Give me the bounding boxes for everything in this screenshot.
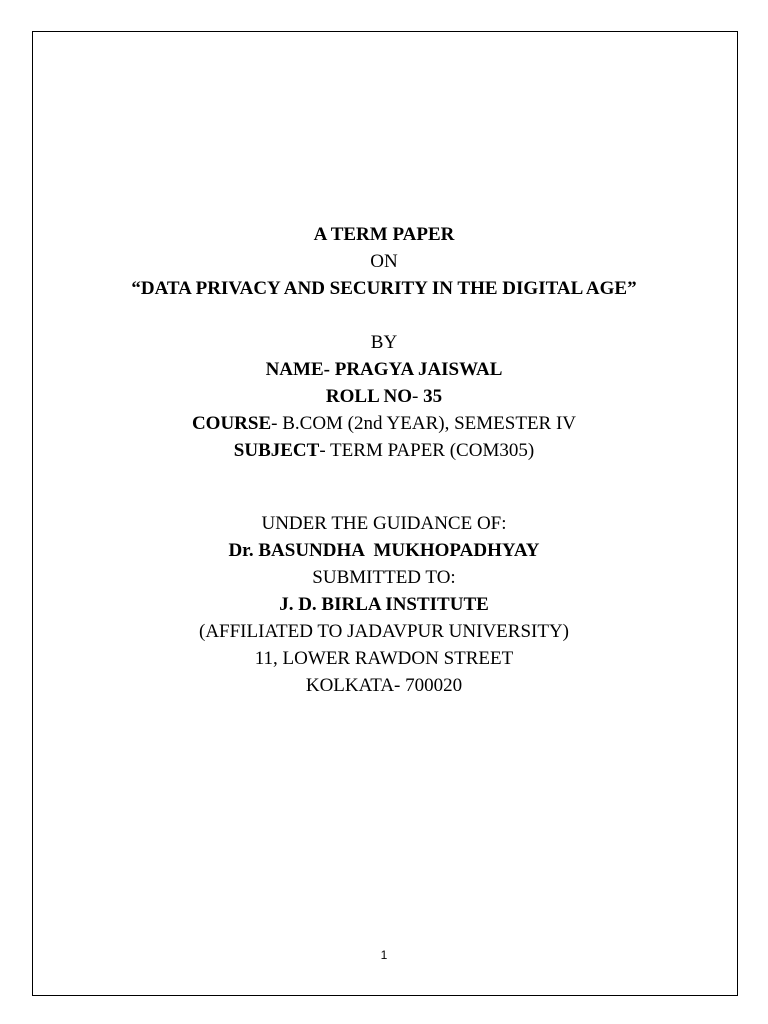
by-label: BY	[370, 332, 398, 353]
subject-label: SUBJECT	[233, 440, 320, 461]
author-name-line	[0, 356, 768, 383]
roll-value: 35	[423, 386, 443, 407]
on-label: ON	[370, 251, 398, 272]
name-label: NAME	[265, 359, 324, 380]
course-line	[0, 410, 768, 437]
institute-name: J. D. BIRLA INSTITUTE	[279, 594, 489, 615]
street-address: 11, LOWER RAWDON STREET	[254, 648, 514, 669]
subject-value: - TERM PAPER (COM305)	[319, 440, 535, 461]
city-pin: KOLKATA- 700020	[305, 675, 463, 696]
subject-line	[0, 437, 768, 464]
term-paper-label: A TERM PAPER	[313, 224, 455, 245]
guide-name: Dr. BASUNDHA MUKHOPADHYAY	[228, 540, 540, 561]
course-label: COURSE	[191, 413, 272, 434]
name-value: - PRAGYA JAISWAL	[323, 359, 503, 380]
roll-separator: -	[411, 386, 424, 407]
title-block	[0, 221, 768, 464]
guidance-label: UNDER THE GUIDANCE OF:	[261, 513, 507, 534]
paper-title: “DATA PRIVACY AND SECURITY IN THE DIGITAL AGE”	[131, 278, 637, 299]
page-number: 1	[380, 948, 388, 962]
roll-label: ROLL NO	[325, 386, 412, 407]
affiliation: (AFFILIATED TO JADAVPUR UNIVERSITY)	[199, 621, 569, 642]
submitted-to-label: SUBMITTED TO:	[312, 567, 456, 588]
course-value: - B.COM (2nd YEAR), SEMESTER IV	[271, 413, 577, 434]
guidance-block	[0, 510, 768, 699]
roll-number-line	[0, 383, 768, 410]
